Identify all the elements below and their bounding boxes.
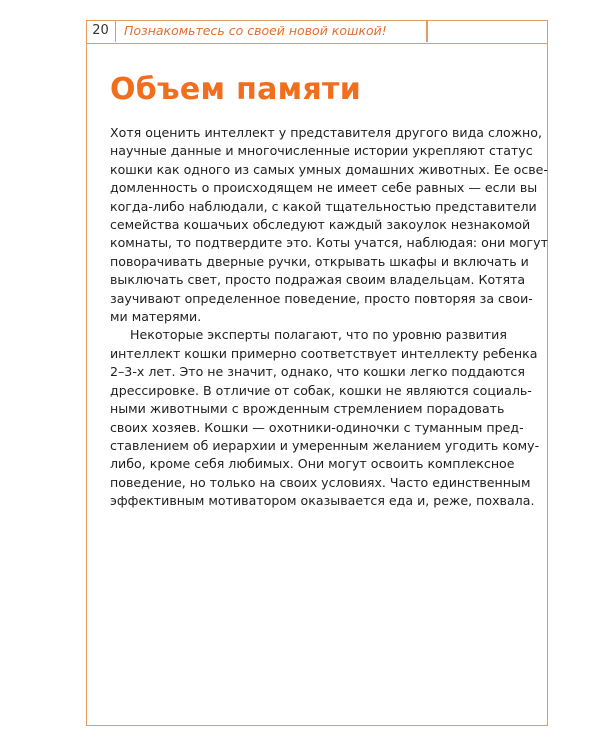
text-line: заучивают определенное поведение, просто повторяя за свои- [110, 290, 533, 306]
page-number: 20 [86, 20, 116, 42]
text-line: ставлением об иерархии и умеренным желанием угодить кому- [110, 437, 540, 453]
running-title: Познакомьтесь со своей новой кошкой! [124, 23, 387, 38]
text-line: Хотя оценить интеллект у представителя другого вида сложно, [110, 125, 542, 140]
text-line: ми матерями. [110, 309, 202, 325]
body-text [110, 124, 548, 511]
text-line: кошки как одного из самых умных домашних животных. Ее осве- [110, 161, 548, 177]
text-line: интеллект кошки примерно соответствует интеллекту ребенка [110, 345, 538, 361]
paragraph-2 [110, 326, 540, 510]
text-line: эффективным мотиватором оказывается еда и, реже, похвала. [110, 493, 535, 509]
text-line: комнаты, то подтвердите это. Коты учатся, наблюдая: они могут [110, 235, 548, 251]
text-line: Некоторые эксперты полагают, что по уровню развития [130, 327, 507, 343]
text-line: дрессировке. В отличие от собак, кошки не являются социаль- [110, 382, 532, 398]
text-line: семейства кошачьих обследуют каждый закоулок незнакомой [110, 217, 531, 233]
text-line: своих хозяев. Кошки — охотники-одиночки с туманным пред- [110, 419, 524, 435]
text-line: ными животными с врожденным стремлением порадовать [110, 401, 505, 417]
section-title: Объем памяти [110, 72, 362, 107]
text-line: домленность о происходящем не имеет себе равных — если вы [110, 180, 538, 196]
text-line: выключать свет, просто подражая своим владельцам. Котята [110, 272, 526, 288]
text-line: поведение, но только на своих условиях. Часто единственным [110, 474, 531, 490]
text-line: поворачивать дверные ручки, открывать шкафы и включать и [110, 253, 529, 269]
text-line: когда-либо наблюдали, с какой тщательностью представители [110, 198, 537, 214]
paragraph-1 [110, 124, 548, 326]
page-header [86, 20, 548, 44]
text-line: либо, кроме себя любимых. Они могут освоить комплексное [110, 456, 515, 472]
header-divider [426, 20, 428, 42]
text-line: научные данные и многочисленные истории укрепляют статус [110, 143, 533, 159]
text-line: 2–3-х лет. Это не значит, однако, что кошки легко поддаются [110, 364, 525, 380]
